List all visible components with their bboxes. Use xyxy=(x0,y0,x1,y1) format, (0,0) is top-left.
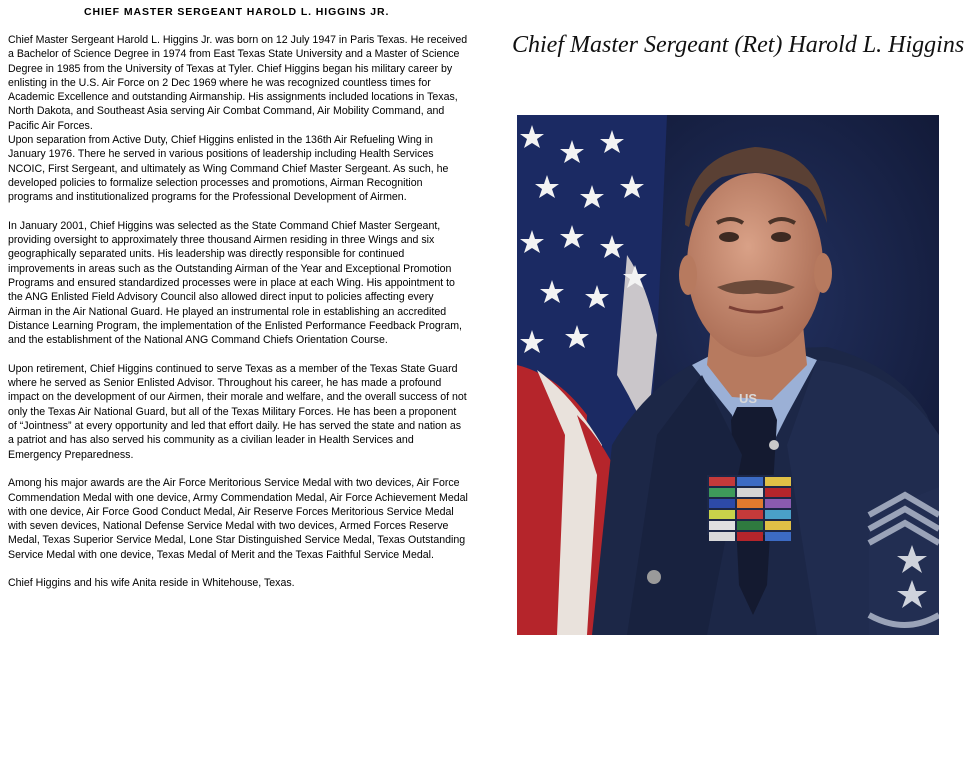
bio-paragraph-state-command: In January 2001, Chief Higgins was selected as the State Command Chief Master Sergeant, providing oversight to approximately three thousand Airmen residing in three Wings and six geographically separated units. His leadership was directly responsible for continued improvements in areas such as the Outstanding Airman of the Year and Exceptional Promotion Programs and ensured standardized processes were in place at each Wing. His appointment to the ANG Enlisted Field Advisory Council also allowed direct input to policies affecting every Airman in the Air National Guard. He played an instrumental role in establishing an accredited Distance Learning Program, the implementation of the Enlisted Performance Feedback Program, and the establishment of the National ANG Command Chiefs Orientation Course. xyxy=(8,219,462,347)
portrait-caption: Chief Master Sergeant (Ret) Harold L. Higgins xyxy=(512,32,965,58)
bio-paragraph-136th-wing: Upon separation from Active Duty, Chief Higgins enlisted in the 136th Air Refueling Wing in January 1976. There he served in various positions of leadership including Health Services NCOIC, First Sergeant, and ultimately as Wing Command Chief Master Sergeant. As such, he developed policies to formalize selection processes and promotions, Airman Recognition programs and institutionalized programs for the Professional Development of Airmen. xyxy=(8,134,449,204)
bio-paragraph-retirement: Upon retirement, Chief Higgins continued to serve Texas as a member of the Texas State Guard where he served as Senior Enlisted Advisor. Throughout his career, he has made a profound impact on the development of our Airmen, their morale and welfare, and the overall success of not only the Texas Air National Guard, but all of the Texas Military Forces. He has been a proponent of “Jointness” at every opportunity and led that effort daily. He has served the state and nation as a patriot and has also served his community as a civilian leader in Health Services and Emergency Preparedness. xyxy=(8,362,467,461)
bio-paragraph-awards: Among his major awards are the Air Force Meritorious Service Medal with two devices, Air Force Commendation Medal with one device, Army Commendation Medal, Air Force Achievement Medal with one device, Air Force Good Conduct Medal, Air Reserve Forces Meritorious Service Medal with seven devices, National Defense Service Medal with two devices, Armed Forces Reserve Medal, Texas Superior Service Medal, Lone Star Distinguished Service Medal, Texas Outstanding Service Medal with one device, Texas Medal of Merit and the Texas Faithful Service Medal. xyxy=(8,477,468,561)
face xyxy=(687,173,823,357)
document-title: CHIEF MASTER SERGEANT HAROLD L. HIGGINS JR. xyxy=(84,6,390,18)
ribbon-rack xyxy=(707,475,792,541)
bio-paragraph-family: Chief Higgins and his wife Anita reside in Whitehouse, Texas. xyxy=(8,577,295,590)
collar-us-insignia: US xyxy=(739,391,758,406)
biography-text xyxy=(8,33,468,591)
badge xyxy=(769,440,779,450)
official-portrait xyxy=(517,115,939,635)
bio-paragraph-early-career: Chief Master Sergeant Harold L. Higgins Jr. was born on 12 July 1947 in Paris Texas. He received a Bachelor of Science Degree in 1974 from East Texas State University and a Master of Science Degree in 1985 from the University of Texas at Tyler. Chief Higgins began his military career by enlisting in the U.S. Air Force on 2 Dec 1969 where he was recognized countless times for Academic Excellence and outstanding Airmanship. His assignments included locations in Texas, North Dakota, and Southeast Asia serving Air Combat Command, Air Mobility Command, and Pacific Air Forces. xyxy=(8,34,468,132)
chief-master-sergeant-chevron xyxy=(869,487,939,635)
jacket-button xyxy=(647,570,661,584)
